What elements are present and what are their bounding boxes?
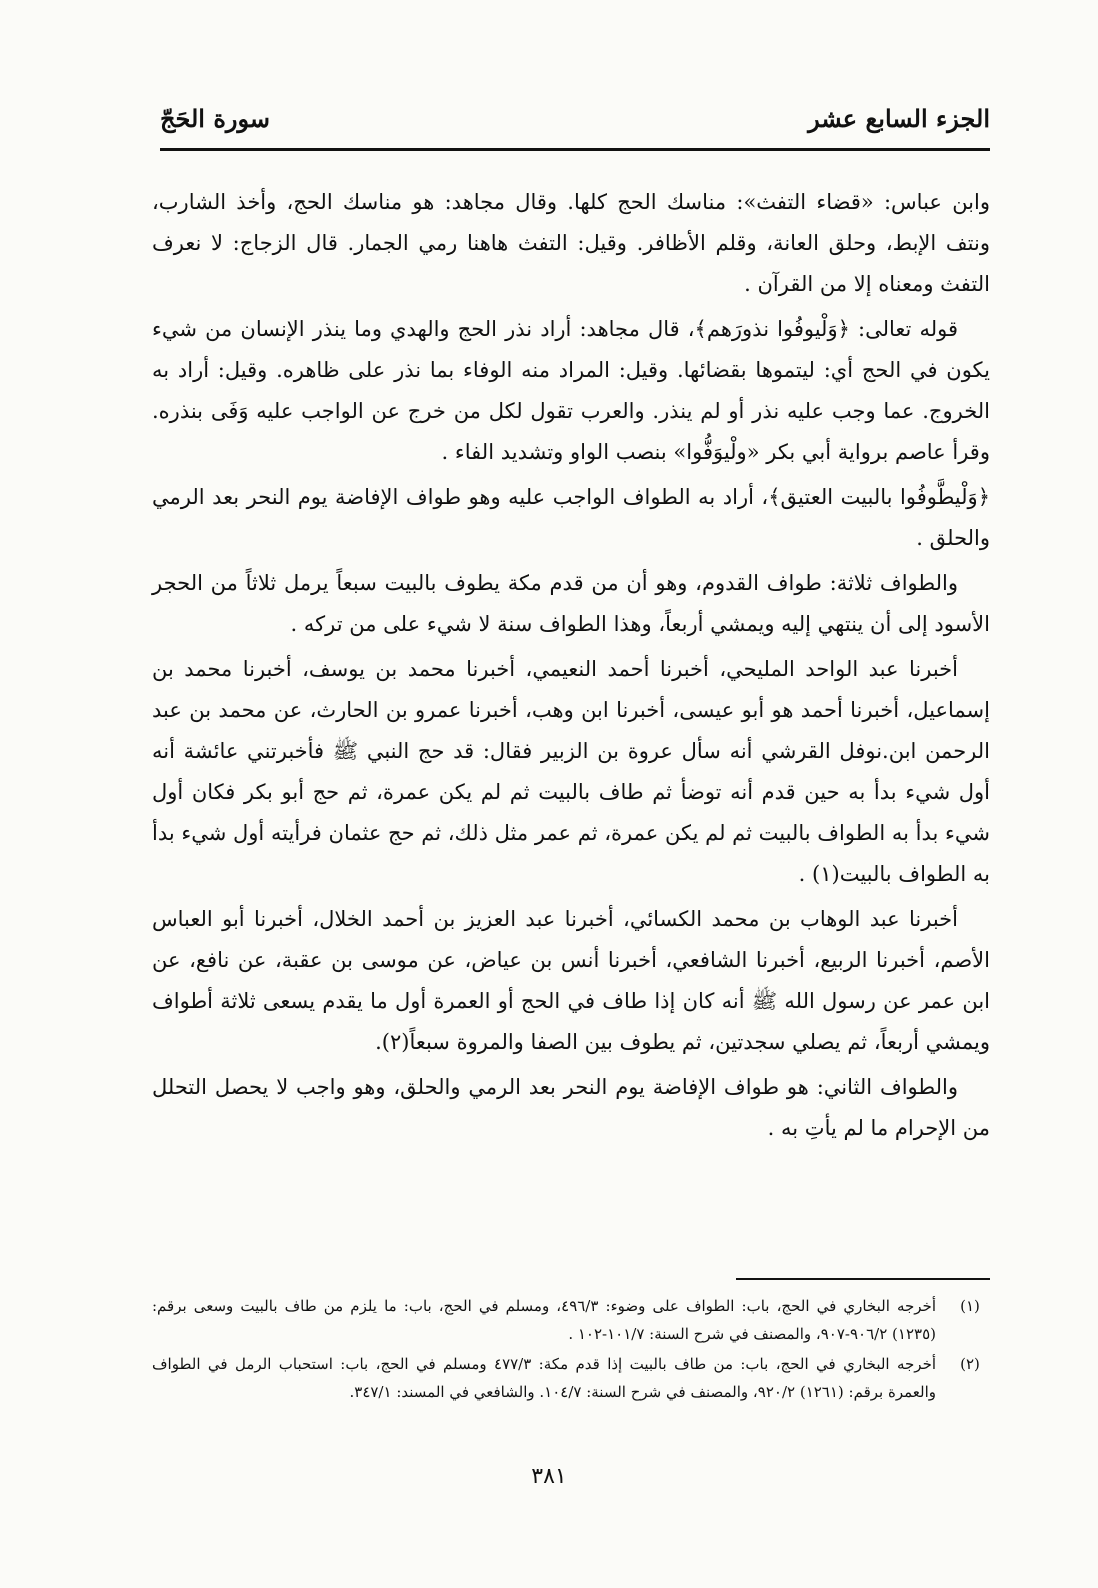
paragraph-3: ﴿وَلْيطَّوفُوا بالبيت العتيق﴾، أراد به الطواف الواجب عليه وهو طواف الإفاضة يوم النحر بعد الرمي والحلق .: [152, 485, 990, 550]
running-header: [160, 96, 990, 140]
footnote-number: (٢): [960, 1355, 980, 1373]
paragraph-7: والطواف الثاني: هو طواف الإفاضة يوم النحر بعد الرمي والحلق، وهو واجب لا يحصل التحلل من الإحرام ما لم يأتِ به .: [152, 1075, 990, 1140]
page-number: ٣٨١: [531, 1464, 567, 1489]
paragraph-4: والطواف ثلاثة: طواف القدوم، وهو أن من قدم مكة يطوف بالبيت سبعاً يرمل ثلاثاً من الحجر الأسود إلى أن ينتهي إليه ويمشي أربعاً، وهذا الطواف سنة لا شيء على من تركه .: [152, 571, 990, 636]
main-text: [152, 182, 990, 1153]
footnotes: [152, 1292, 990, 1408]
paragraph-1: وابن عباس: «قضاء التفث»: مناسك الحج كلها. وقال مجاهد: هو مناسك الحج، وأخذ الشارب، ونتف الإبط، وحلق العانة، وقلم الأظافر. وقيل: التفث هاهنا رمي الجمار. قال الزجاج: لا نعرف التفث ومعناه إلا من القرآن .: [152, 190, 990, 296]
header-surah-title: سورة الحَجّ: [160, 103, 270, 133]
paragraph-6: أخبرنا عبد الوهاب بن محمد الكسائي، أخبرنا عبد العزيز بن أحمد الخلال، أخبرنا أبو العباس الأصم، أخبرنا الربيع، أخبرنا الشافعي، أخبرنا أنس بن عياض، عن موسى بن عقبة، عن نافع، عن ابن عمر عن رسول الله ﷺ أنه كان إذا طاف في الحج أو العمرة أول ما يقدم يسعى ثلاثة أطواف ويمشي أربعاً، ثم يصلي سجدتين، ثم يطوف بين الصفا والمروة سبعاً(٢).: [152, 907, 990, 1054]
footnote-1: [152, 1292, 990, 1348]
header-divider: [160, 148, 990, 151]
footnote-divider: [736, 1278, 990, 1280]
footnote-2: [152, 1350, 990, 1406]
paragraph-2: قوله تعالى: ﴿وَلْيوفُوا نذورَهم﴾، قال مجاهد: أراد نذر الحج والهدي وما ينذر الإنسان من شيء يكون في الحج أي: ليتموها بقضائها. وقيل: المراد منه الوفاء بما نذر على ظاهره. وقيل: أراد به الخروج. عما وجب عليه نذر أو لم ينذر. والعرب تقول لكل من خرج عن الواجب عليه وَفَى بنذره. وقرأ عاصم برواية أبي بكر «ولْيوَفُّوا» بنصب الواو وتشديد الفاء .: [152, 317, 990, 464]
footnote-text: أخرجه البخاري في الحج، باب: من طاف بالبيت إذا قدم مكة: ٤٧٧/٣ ومسلم في الحج، باب: استحباب الرمل في الطواف والعمرة برقم: (١٢٦١) ٩٢٠/٢، والمصنف في شرح السنة: ١٠٤/٧. والشافعي في المسند: ٣٤٧/١.: [152, 1355, 937, 1401]
footnote-text: أخرجه البخاري في الحج، باب: الطواف على وضوء: ٤٩٦/٣، ومسلم في الحج، باب: ما يلزم من طاف بالبيت وسعى برقم: (١٢٣٥) ٩٠٦/٢-٩٠٧، والمصنف في شرح السنة: ١٠١/٧-١٠٢ .: [152, 1297, 936, 1343]
header-part-title: الجزء السابع عشر: [808, 103, 990, 133]
footnote-number: (١): [960, 1297, 980, 1315]
paragraph-5: أخبرنا عبد الواحد المليحي، أخبرنا أحمد النعيمي، أخبرنا محمد بن يوسف، أخبرنا محمد بن إسماعيل، أخبرنا أحمد هو أبو عيسى، أخبرنا ابن وهب، أخبرنا عمرو بن الحارث، عن محمد بن عبد الرحمن ابن.نوفل القرشي أنه سأل عروة بن الزبير فقال: قد حج النبي ﷺ فأخبرتني عائشة أنه أول شيء بدأ به حين قدم أنه توضأ ثم طاف بالبيت ثم لم يكن عمرة، ثم حج أبو بكر فكان أول شيء بدأ به الطواف بالبيت ثم لم يكن عمرة، ثم عمر مثل ذلك، ثم حج عثمان فرأيته أول شيء بدأ به الطواف بالبيت(١) .: [152, 657, 990, 886]
